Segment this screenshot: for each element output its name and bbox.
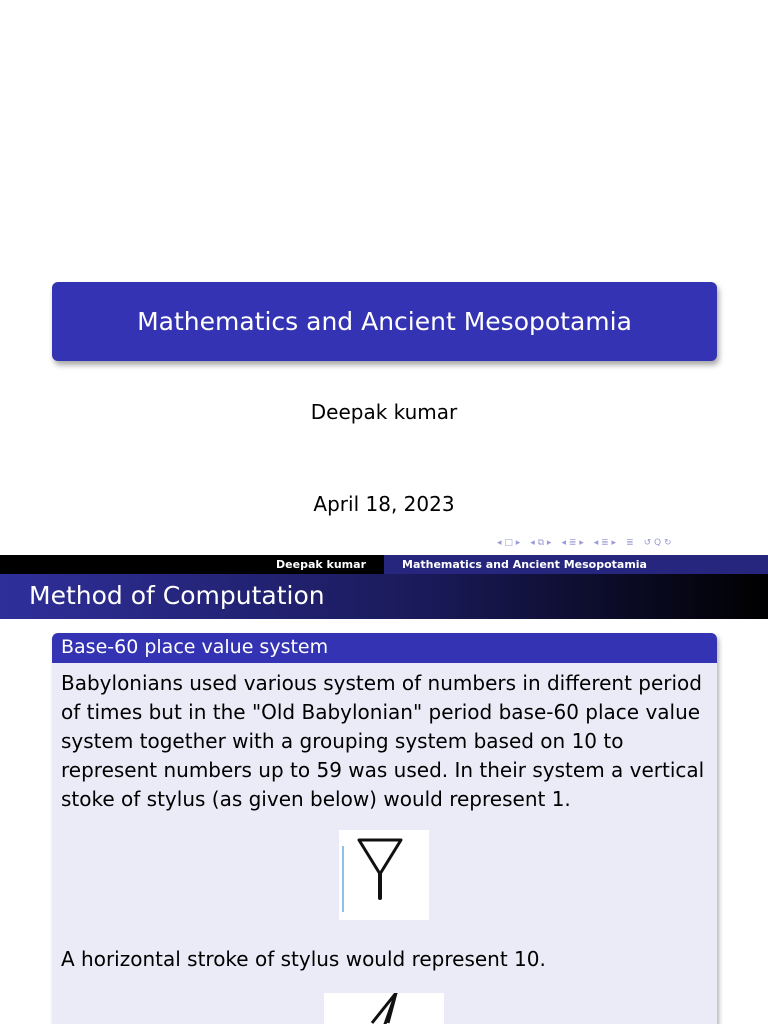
- content-block: [52, 633, 717, 1024]
- nav-subsection-icon[interactable]: ◂ ⧉ ▸: [530, 538, 552, 548]
- presentation-title: Mathematics and Ancient Mesopotamia: [137, 307, 632, 336]
- presentation-date: April 18, 2023: [313, 492, 455, 516]
- beamer-navigation-bar[interactable]: [497, 536, 672, 550]
- title-box: [52, 282, 717, 361]
- frame-title: Method of Computation: [0, 574, 768, 619]
- nav-search-icon[interactable]: ↺ Q ↻: [643, 538, 672, 548]
- block-paragraph-2: A horizontal stroke of stylus would represent 10.: [61, 947, 546, 971]
- nav-section-icon[interactable]: ◂ ≣ ▸: [561, 538, 584, 548]
- block-title: Base-60 place value system: [52, 633, 717, 663]
- nav-document-icon[interactable]: ◂ ≣ ▸: [593, 538, 617, 548]
- nav-appendix-icon[interactable]: ≣: [626, 538, 634, 548]
- vertical-stroke-wedge-image: [339, 830, 429, 920]
- headline-bar: [0, 555, 768, 574]
- block-paragraph-1: Babylonians used various system of numbers in different period of times but in the "Old Babylonian" period base-60 place value system together with a grouping system based on 10 to represent numbers up to 59 was used. In their system a vertical stoke of stylus (as given below) would represent 1.: [61, 671, 705, 811]
- nav-frame-icon[interactable]: ◂ □ ▸: [497, 538, 521, 548]
- horizontal-stroke-wedge-image: [324, 993, 444, 1024]
- headline-author: Deepak kumar: [0, 555, 384, 574]
- headline-title: Mathematics and Ancient Mesopotamia: [384, 555, 768, 574]
- author-name: Deepak kumar: [310, 400, 458, 424]
